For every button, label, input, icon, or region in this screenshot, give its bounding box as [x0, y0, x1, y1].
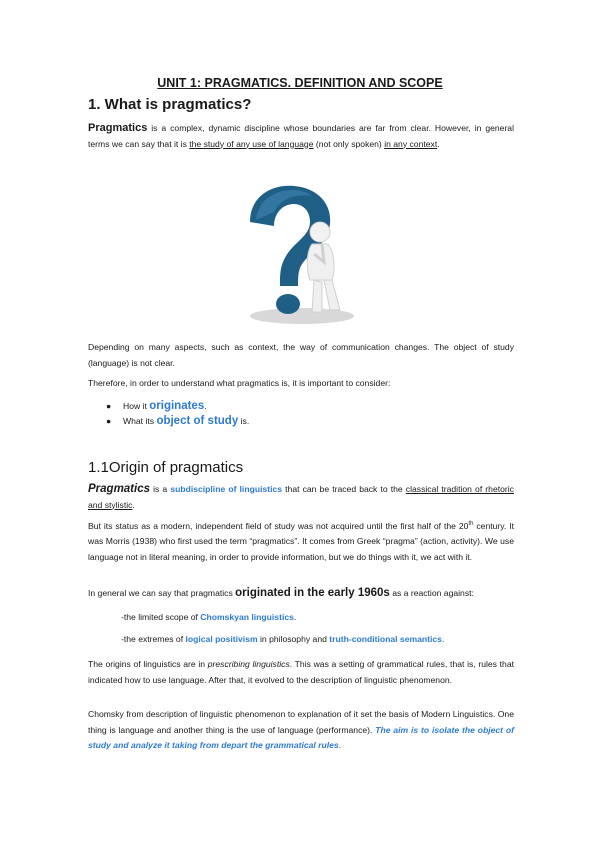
text: is. — [238, 416, 250, 426]
definition-paragraph — [88, 121, 514, 152]
text: -the limited scope of — [121, 612, 201, 622]
paragraph — [88, 482, 514, 513]
highlight: The aim is to isolate the object of study and analyze it taking from depart the grammatical rules — [88, 724, 514, 750]
list-item — [121, 632, 444, 647]
page-title: UNIT 1: PRAGMATICS. DEFINITION AND SCOPE — [157, 76, 443, 90]
italic-phrase: prescribing linguistics — [207, 659, 290, 669]
highlight: Chomskyan linguistics — [200, 612, 294, 622]
text: . — [338, 740, 342, 750]
list-item — [106, 399, 207, 414]
text: is a — [150, 484, 171, 494]
paragraph: Therefore, in order to understand what pragmatics is, it is important to consider: — [88, 378, 391, 388]
underlined-phrase: in any context — [384, 138, 438, 149]
text: Chomsky from description of linguistic phenomenon to explanation of it set the basis of Modern Linguistics. One thing is language and another thing is the use of language (performance). — [88, 709, 514, 735]
text: . — [441, 634, 445, 644]
paragraph: Depending on many aspects, such as context, the way of communication changes. The object of study (language) is not clear. — [88, 342, 514, 368]
text: that can be traced back to the — [282, 484, 406, 494]
section-heading-origin: 1.1Origin of pragmatics — [88, 459, 244, 476]
highlight: subdiscipline of linguistics — [170, 484, 283, 494]
text: is a complex, dynamic discipline whose boundaries are far from clear. However, in general terms we can say that it is — [88, 123, 514, 149]
text: . This was a setting of grammatical rules, that is, rules that indicated how to use language. After that, it evolved to the description of linguistic phenomenon. — [88, 659, 514, 685]
list-item — [106, 414, 249, 429]
superscript: th — [468, 521, 474, 527]
highlight: truth-conditional semantics — [329, 634, 442, 644]
term-pragmatics: Pragmatics — [88, 483, 151, 495]
section-heading-what-is-pragmatics: 1. What is pragmatics? — [88, 96, 252, 113]
text: . — [437, 138, 440, 149]
text: . — [293, 612, 297, 622]
paragraph — [88, 707, 514, 754]
text: . — [204, 401, 207, 411]
text: The origins of linguistics are in — [88, 659, 208, 669]
list-item — [121, 610, 296, 625]
text: as a reaction against: — [389, 588, 474, 598]
text: What its — [123, 416, 157, 426]
text: century. It was Morris (1938) who first used the term “pragmatics”. It comes from Greek “pragma” (action, activity). We use language not in literal meaning, in order to provide information, but we do things with it, we act with it. — [88, 520, 514, 562]
underlined-phrase: classical tradition of rhetoric and stylistic — [88, 484, 514, 510]
text: -the extremes of — [121, 634, 186, 644]
text: In general we can say that pragmatics — [88, 588, 236, 598]
underlined-phrase: the study of any use of language — [189, 138, 314, 149]
emphasis: originated in the early 1960s — [235, 587, 390, 599]
paragraph — [88, 517, 514, 565]
question-mark-thinker-figure — [232, 182, 364, 327]
highlight: logical positivism — [185, 634, 258, 644]
keyword: object of study — [156, 415, 239, 427]
text: (not only spoken) — [313, 138, 385, 149]
keyword: originates — [149, 400, 205, 412]
bullet-icon: ● — [106, 416, 112, 426]
text: How it — [123, 401, 150, 411]
text: in philosophy and — [257, 634, 330, 644]
paragraph — [88, 657, 514, 688]
term-pragmatics: Pragmatics — [88, 122, 148, 134]
text: But its status as a modern, independent field of study was not acquired until the first half of the 20 — [88, 520, 469, 531]
bullet-icon: ● — [106, 401, 112, 411]
text: . — [132, 499, 135, 510]
paragraph — [88, 586, 514, 602]
